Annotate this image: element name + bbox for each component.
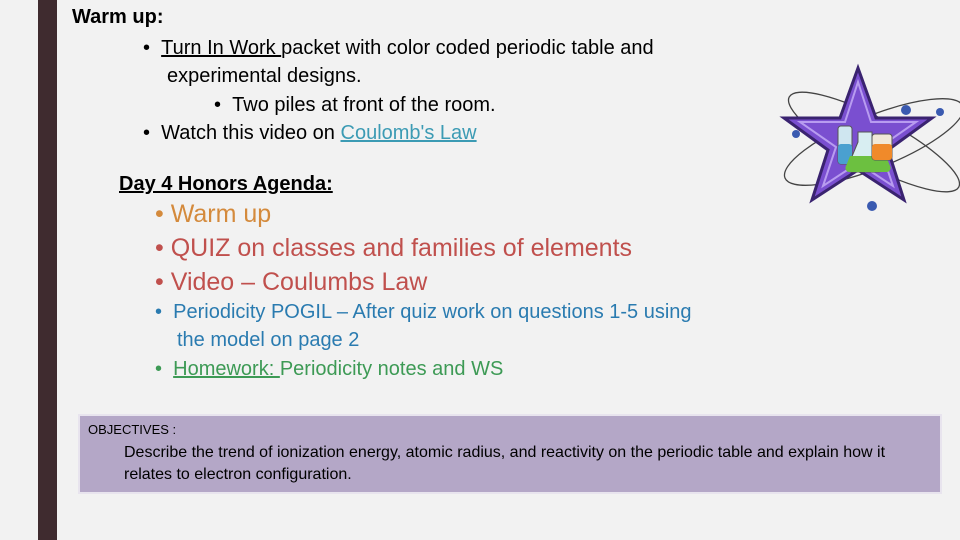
bullet: • (155, 200, 164, 228)
agenda-item-pogil-continued: the model on page 2 (177, 329, 360, 351)
objectives-title: OBJECTIVES : (88, 422, 177, 437)
bullet: • (155, 301, 163, 323)
warmup-title: Warm up: (72, 6, 164, 28)
agenda-title: Day 4 Honors Agenda: (119, 173, 333, 195)
agenda-item-label: Video – Coulumbs Law (170, 268, 428, 296)
agenda-item-label: QUIZ on classes and families of elements (170, 234, 633, 262)
agenda-item-pogil (155, 301, 692, 324)
video-text: Watch this video on (161, 122, 341, 144)
bullet: • (214, 94, 222, 116)
agenda-item-quiz (155, 234, 632, 263)
agenda-item-label: Warm up (170, 200, 272, 228)
bullet: • (155, 268, 164, 296)
coulombs-law-link[interactable]: Coulomb's Law (340, 122, 477, 144)
bullet: • (143, 122, 151, 144)
chemistry-star-atom-icon (774, 60, 960, 220)
warmup-item-video (143, 122, 477, 145)
homework-label: Homework: (173, 358, 280, 380)
warmup-subitem-piles (214, 94, 496, 117)
agenda-item-warmup (155, 200, 271, 229)
bullet: • (155, 234, 164, 262)
left-accent-bar (38, 0, 57, 540)
bullet: • (143, 37, 151, 59)
agenda-item-homework (155, 358, 503, 381)
objectives-box (78, 414, 942, 494)
piles-text: Two piles at front of the room. (232, 94, 496, 116)
warmup-item-turn-in-continued: experimental designs. (167, 65, 362, 87)
pogil-text: Periodicity POGIL – After quiz work on questions 1-5 using (173, 301, 692, 323)
homework-text: Periodicity notes and WS (279, 358, 504, 380)
turn-in-work-text: Turn In Work (161, 37, 282, 59)
objectives-text: Describe the trend of ionization energy, atomic radius, and reactivity on the periodic table and explain how it relates to electron configuration. (124, 444, 886, 483)
bullet: • (155, 358, 163, 380)
agenda-item-video (155, 268, 427, 297)
turn-in-rest: packet with color coded periodic table and (281, 37, 654, 59)
warmup-item-turn-in (143, 37, 654, 60)
